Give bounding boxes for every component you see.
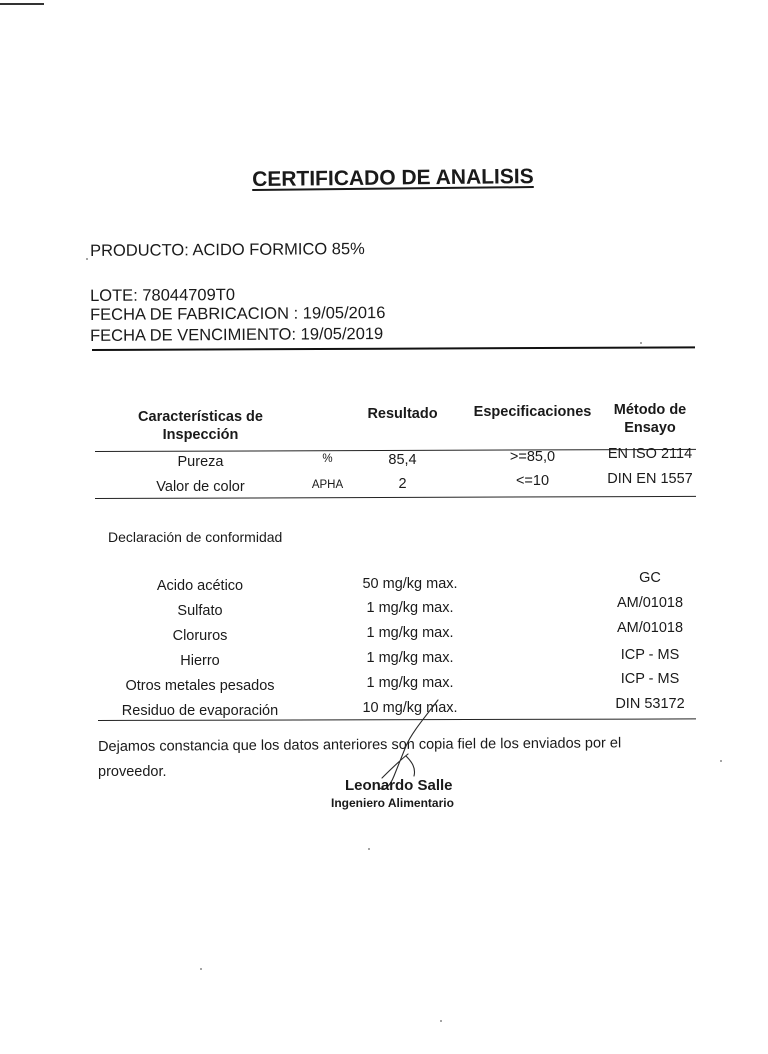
declaration-item-name: Otros metales pesados — [125, 678, 275, 694]
document-title: CERTIFICADO DE ANALISIS — [252, 165, 534, 191]
declaration-item-value: 10 mg/kg max. — [362, 700, 458, 716]
header-method-line2: Ensayo — [624, 420, 676, 436]
manufacture-date-line: FECHA DE FABRICACION : 19/05/2016 — [90, 303, 386, 324]
scan-speck — [86, 258, 88, 260]
row-unit: APHA — [311, 479, 344, 491]
statement-line1: Dejamos constancia que los datos anteriores son copia fiel de los enviados por el — [98, 735, 622, 755]
declaration-item-value: 1 mg/kg max. — [366, 600, 454, 616]
declaration-title: Declaración de conformidad — [108, 529, 283, 545]
signatory-role: Ingeniero Alimentario — [331, 796, 454, 810]
expiry-date-line: FECHA DE VENCIMIENTO: 19/05/2019 — [90, 324, 384, 345]
declaration-item-method: ICP - MS — [620, 647, 680, 663]
scan-corner-mark — [0, 3, 44, 5]
declaration-item-value: 1 mg/kg max. — [366, 650, 454, 666]
scan-speck — [200, 968, 202, 970]
header-characteristic-line2: Inspección — [162, 427, 239, 443]
scan-speck — [720, 760, 722, 762]
declaration-item-method: DIN 53172 — [615, 696, 685, 712]
declaration-item-method: GC — [639, 570, 661, 586]
row-result: 85,4 — [388, 452, 417, 468]
lot-line: LOTE: 78044709T0 — [90, 285, 236, 305]
row-spec: <=10 — [515, 473, 550, 489]
row-result: 2 — [398, 476, 407, 492]
row-characteristic: Valor de color — [156, 479, 245, 495]
row-unit: % — [322, 453, 333, 465]
product-line: PRODUCTO: ACIDO FORMICO 85% — [90, 240, 365, 260]
declaration-item-name: Cloruros — [172, 628, 228, 644]
scan-speck — [368, 848, 370, 850]
header-divider — [92, 346, 695, 351]
row-characteristic: Pureza — [177, 454, 224, 470]
row-method: DIN EN 1557 — [607, 471, 693, 487]
declaration-item-value: 1 mg/kg max. — [366, 625, 454, 641]
declaration-item-name: Acido acético — [156, 578, 244, 594]
declaration-item-name: Sulfato — [177, 603, 223, 619]
table-bottom-rule — [95, 496, 696, 499]
header-spec: Especificaciones — [473, 404, 592, 420]
declaration-item-method: ICP - MS — [620, 671, 680, 687]
statement-line2: proveedor. — [98, 764, 167, 780]
header-result: Resultado — [367, 406, 438, 422]
row-spec: >=85,0 — [509, 449, 556, 465]
signatory-name: Leonardo Salle — [345, 777, 453, 794]
declaration-item-method: AM/01018 — [616, 620, 684, 636]
declaration-item-value: 1 mg/kg max. — [366, 675, 454, 691]
scan-speck — [640, 342, 642, 344]
header-characteristic-line1: Características de — [138, 409, 263, 425]
declaration-item-method: AM/01018 — [616, 595, 684, 611]
header-method — [600, 401, 700, 437]
row-method: EN ISO 2114 — [607, 446, 693, 462]
header-characteristic — [118, 408, 283, 444]
declaration-item-name: Residuo de evaporación — [121, 703, 279, 719]
declaration-item-name: Hierro — [180, 653, 220, 669]
header-method-line1: Método de — [613, 402, 687, 418]
declaration-item-value: 50 mg/kg max. — [362, 576, 458, 592]
scan-speck — [440, 1020, 442, 1022]
